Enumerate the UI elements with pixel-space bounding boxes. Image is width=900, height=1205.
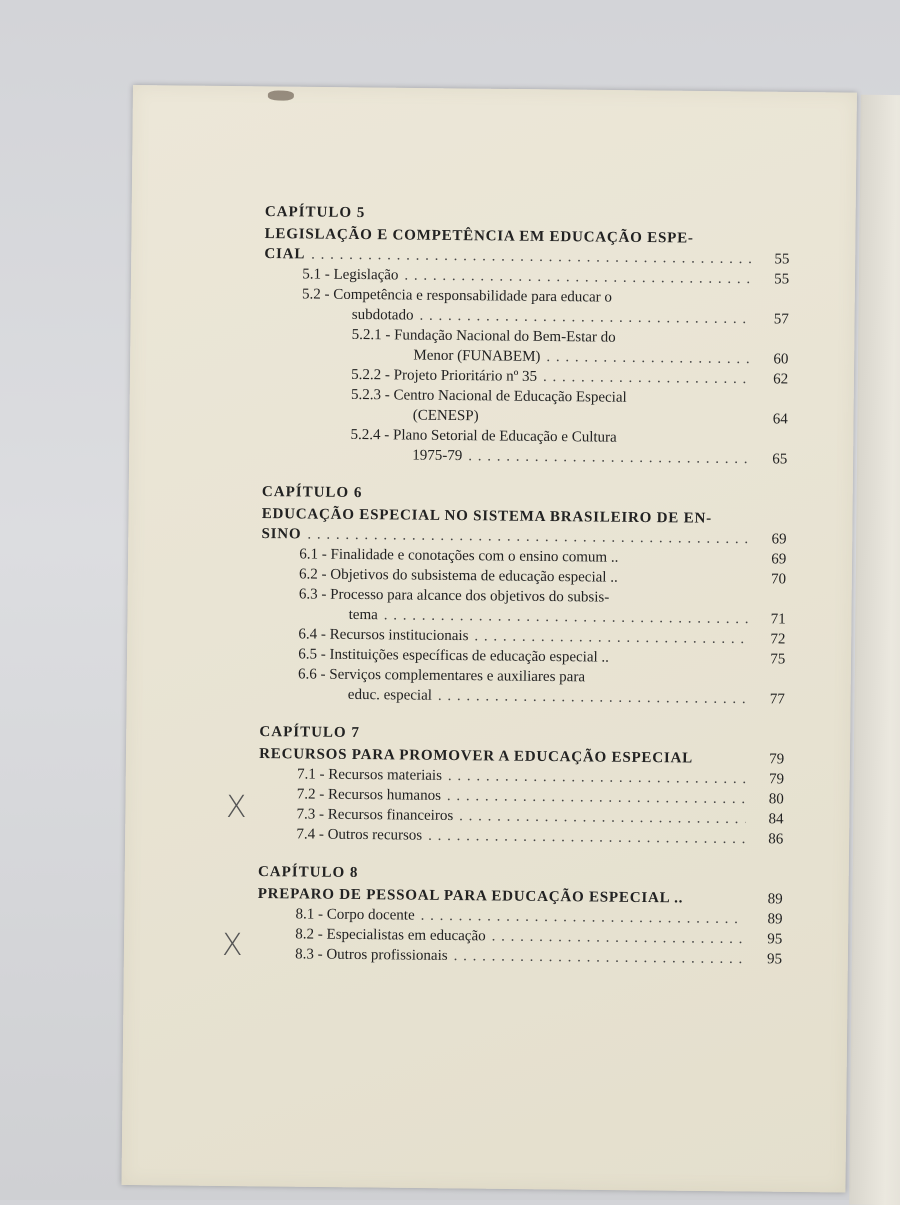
chapter-title: LEGISLAÇÃO E COMPETÊNCIA EM EDUCAÇÃO ESPE- [264,225,694,247]
toc-entry-cont: tema . . . 71 [261,604,786,629]
toc-subentry: 5.2.3 - Centro Nacional de Educação Especial [350,386,627,406]
chapter-title: EDUCAÇÃO ESPECIAL NO SISTEMA BRASILEIRO DE EN- [261,505,713,527]
toc-entry: 5.1 - Legislação . . . 55 [264,264,789,289]
toc-entry: 6.2 - Objetivos do subsistema de educação especial .. 70 [299,566,787,588]
toc-entry-cont: subdotado . . . 57 [264,304,789,329]
toc-entry-cont: educ. especial . . . 77 [260,684,785,709]
toc-entry: 7.1 - Recursos materiais . . . 79 [259,764,784,789]
toc-subentry-cont: 1975-79 . . . 65 [262,444,787,469]
chapter-title: PREPARO DE PESSOAL PARA EDUCAÇÃO ESPECIAL .. 89 [257,885,783,908]
toc-subentry-cont: Menor (FUNABEM) . . . 60 [263,344,788,369]
facing-page-edge [849,95,900,1205]
toc-subentry: 5.2.1 - Fundação Nacional do Bem-Estar do [351,326,616,346]
chapter-heading: CAPÍTULO 6 [261,483,363,502]
chapter-title-cont: SINO . . . 69 [261,524,786,549]
toc-entry: 7.4 - Outros recursos . . . 86 [258,824,783,849]
toc-subentry-cont: (CENESP) 64 [412,407,788,428]
toc-entry: 8.3 - Outros profissionais . . . 95 [257,944,782,969]
toc-entry: 7.3 - Recursos financeiros . . . 84 [258,804,783,829]
table-of-contents [257,202,790,969]
toc-entry: 6.4 - Recursos institucionais . . . 72 [260,624,785,649]
toc-entry: 6.6 - Serviços complementares e auxiliares para [297,666,586,686]
toc-entry: 7.2 - Recursos humanos . . . 80 [259,784,784,809]
chapter-title-cont: CIAL . . . 55 [264,244,789,269]
chapter-heading: CAPÍTULO 5 [264,203,366,222]
toc-entry: 8.1 - Corpo docente . . . 89 [257,904,782,929]
handwritten-x-mark: X [222,928,243,963]
toc-entry: 8.2 - Especialistas em educação . . . 95 [257,924,782,949]
handwritten-x-mark: X [226,790,247,825]
toc-subentry: 5.2.4 - Plano Setorial de Educação e Cultura [350,426,617,446]
toc-subentry: 5.2.2 - Projeto Prioritário nº 35 . . . 62 [263,364,788,389]
chapter-heading: CAPÍTULO 8 [257,863,359,882]
chapter-heading: CAPÍTULO 7 [259,723,360,742]
chapter-title: RECURSOS PARA PROMOVER A EDUCAÇÃO ESPECIAL 79 [259,745,785,768]
page-number: 55 [774,251,790,268]
toc-entry: 6.1 - Finalidade e conotações com o ensino comum .. 69 [299,546,787,568]
toc-entry: 6.5 - Instituições específicas de educação especial .. 75 [298,646,786,668]
page-stain [268,90,294,100]
toc-entry: 5.2 - Competência e responsabilidade para educar o [301,286,612,306]
toc-entry: 6.3 - Processo para alcance dos objetivos do subsis- [298,586,610,606]
